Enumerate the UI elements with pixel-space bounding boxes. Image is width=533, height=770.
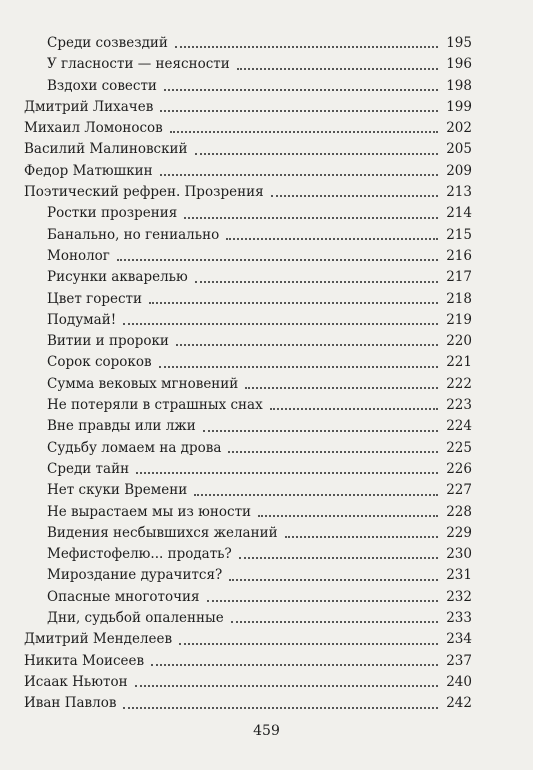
toc-entry [24, 246, 472, 267]
toc-entry-title: Михаил Ломоносов [24, 120, 163, 137]
toc-entry [24, 139, 472, 160]
toc-entry-page: 202 [446, 120, 472, 137]
toc-entry [24, 310, 472, 331]
toc-entry [24, 651, 472, 672]
toc-entry-title: Дмитрий Менделеев [24, 631, 173, 648]
toc-entry [24, 182, 472, 203]
toc-entry-title: Среди тайн [47, 460, 130, 477]
toc-entry [24, 118, 472, 139]
toc-entry-page: 240 [446, 673, 472, 690]
toc-entry-page: 231 [446, 567, 472, 584]
dot-leader [123, 322, 438, 325]
toc-entry-page: 228 [446, 503, 472, 520]
dot-leader [151, 663, 438, 666]
dot-leader [285, 535, 439, 538]
toc-entry [24, 161, 472, 182]
toc-entry-title: Не вырастаем мы из юности [47, 503, 252, 520]
dot-leader [231, 620, 438, 623]
toc-entry-page: 232 [446, 588, 472, 605]
toc-entry [24, 565, 472, 586]
toc-entry-title: Сумма вековых мгновений [47, 375, 239, 392]
toc-entry [24, 416, 472, 437]
toc-entry-page: 198 [446, 77, 472, 94]
toc-entry-title: Исаак Ньютон [24, 673, 128, 690]
toc-entry-page: 223 [446, 397, 472, 414]
dot-leader [194, 493, 438, 496]
toc-entry-page: 213 [446, 184, 472, 201]
toc-entry [24, 331, 472, 352]
dot-leader [160, 109, 438, 112]
dot-leader [184, 216, 438, 219]
toc-entry-title: Среди созвездий [47, 35, 168, 51]
toc-entry [24, 76, 472, 97]
toc-entry [24, 587, 472, 608]
toc-entry [24, 438, 472, 459]
toc-entry-page: 230 [446, 546, 472, 563]
toc-entry [24, 480, 472, 501]
dot-leader [271, 194, 439, 197]
toc-entry-title: Подумай! [47, 311, 117, 328]
dot-leader [117, 258, 438, 261]
dot-leader [176, 343, 438, 346]
dot-leader [149, 301, 438, 304]
toc-entry [24, 97, 472, 118]
toc-entry-page: 237 [446, 652, 472, 669]
toc-entry-page: 218 [446, 290, 472, 307]
dot-leader [159, 365, 439, 368]
dot-leader [237, 67, 438, 70]
toc-entry-title: Не потеряли в страшных снах [47, 397, 263, 414]
toc-entry-title: Вздохи совести [47, 77, 157, 94]
toc-entry-title: Судьбу ломаем на дрова [47, 439, 222, 456]
toc-entry-title: Василий Малиновский [24, 141, 188, 158]
dot-leader [195, 280, 438, 283]
dot-leader [175, 45, 438, 48]
page-number: 459 [253, 723, 280, 739]
toc-entry [24, 672, 472, 693]
toc-entry-title: Дни, судьбой опаленные [47, 610, 224, 627]
toc-entry-title: Рисунки акварелью [47, 269, 188, 286]
toc-entry-page: 233 [446, 610, 472, 627]
toc-entry [24, 502, 472, 523]
toc-entry-page: 205 [446, 141, 472, 158]
toc-entry [24, 395, 472, 416]
dot-leader [195, 152, 439, 155]
toc-entry [24, 608, 472, 629]
table-of-contents [24, 33, 472, 715]
dot-leader [270, 407, 439, 410]
toc-entry-page: 199 [446, 98, 472, 115]
toc-entry-title: Федор Матюшкин [24, 162, 153, 179]
toc-entry-page: 214 [446, 205, 472, 222]
toc-entry-page: 217 [446, 269, 472, 286]
toc-entry [24, 629, 472, 650]
toc-entry-page: 196 [446, 56, 472, 73]
dot-leader [228, 450, 438, 453]
dot-leader [258, 514, 438, 517]
toc-entry [24, 203, 472, 224]
toc-entry-page: 242 [446, 695, 472, 712]
toc-entry [24, 33, 472, 54]
toc-entry-title: У гласности — неясности [47, 56, 230, 73]
dot-leader [179, 642, 438, 645]
toc-entry-page: 226 [446, 460, 472, 477]
dot-leader [229, 578, 438, 581]
toc-entry-title: Цвет горести [47, 290, 142, 307]
toc-entry [24, 459, 472, 480]
toc-entry [24, 54, 472, 75]
toc-entry-title: Монолог [47, 247, 110, 264]
toc-entry-page: 224 [446, 418, 472, 435]
dot-leader [245, 386, 438, 389]
dot-leader [170, 130, 438, 133]
dot-leader [203, 429, 439, 432]
toc-entry-title: Сорок сороков [47, 354, 152, 371]
dot-leader [136, 471, 438, 474]
toc-entry-page: 234 [446, 631, 472, 648]
toc-entry [24, 523, 472, 544]
dot-leader [226, 237, 438, 240]
toc-entry-title: Вне правды или лжи [47, 418, 196, 435]
toc-entry-page: 221 [446, 354, 472, 371]
toc-entry-title: Витии и пророки [47, 333, 169, 350]
toc-entry-page: 215 [446, 226, 472, 243]
dot-leader [123, 706, 438, 709]
dot-leader [135, 684, 439, 687]
toc-entry-title: Нет скуки Времени [47, 482, 188, 499]
toc-entry-page: 229 [446, 524, 472, 541]
toc-entry [24, 544, 472, 565]
toc-entry [24, 225, 472, 246]
toc-entry-title: Ростки прозрения [47, 205, 178, 222]
toc-entry-title: Мироздание дурачится? [47, 567, 223, 584]
toc-entry-page: 216 [446, 247, 472, 264]
toc-entry [24, 374, 472, 395]
toc-entry-title: Банально, но гениально [47, 226, 220, 243]
toc-entry-title: Видения несбывшихся желаний [47, 524, 278, 541]
toc-entry [24, 693, 472, 714]
toc-entry-title: Поэтический рефрен. Прозрения [24, 184, 264, 201]
toc-entry-page: 209 [446, 162, 472, 179]
toc-entry [24, 289, 472, 310]
dot-leader [160, 173, 439, 176]
toc-entry-page: 219 [446, 311, 472, 328]
toc-entry-page: 225 [446, 439, 472, 456]
toc-entry [24, 267, 472, 288]
toc-entry-title: Никита Моисеев [24, 652, 145, 669]
toc-entry-page: 222 [446, 375, 472, 392]
toc-entry-page: 195 [446, 35, 472, 51]
toc-entry-title: Иван Павлов [24, 695, 117, 712]
dot-leader [164, 88, 438, 91]
toc-entry-title: Дмитрий Лихачев [24, 98, 154, 115]
toc-entry [24, 352, 472, 373]
toc-entry-title: Мефистофелю... продать? [47, 546, 232, 563]
dot-leader [239, 556, 438, 559]
toc-entry-title: Опасные многоточия [47, 588, 200, 605]
dot-leader [207, 599, 439, 602]
toc-entry-page: 220 [446, 333, 472, 350]
toc-entry-page: 227 [446, 482, 472, 499]
